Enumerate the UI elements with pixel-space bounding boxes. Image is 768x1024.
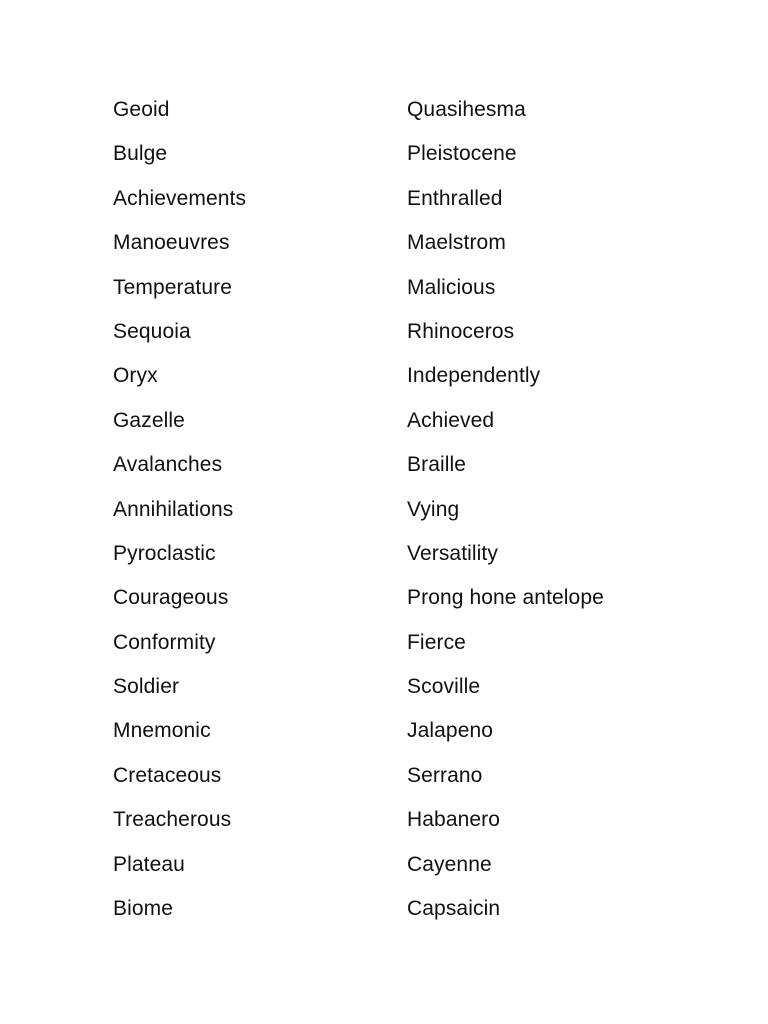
word-item: Temperature (113, 275, 232, 299)
word-item: Achieved (407, 408, 495, 432)
word-item: Rhinoceros (407, 319, 515, 343)
word-item: Treacherous (113, 808, 232, 832)
word-item: Versatility (407, 541, 498, 565)
word-item: Gazelle (113, 408, 185, 432)
word-item: Cretaceous (113, 763, 222, 787)
word-item: Jalapeno (407, 719, 494, 743)
word-item: Prong hone antelope (407, 586, 604, 610)
word-item: Capsaicin (407, 897, 501, 921)
word-item: Cayenne (407, 852, 492, 876)
word-item: Independently (407, 364, 541, 388)
word-column-left (113, 94, 413, 937)
word-item: Pleistocene (407, 142, 517, 166)
word-item: Sequoia (113, 319, 191, 343)
word-column-right (407, 94, 707, 937)
word-item: Plateau (113, 852, 185, 876)
word-item: Courageous (113, 586, 229, 610)
word-item: Enthralled (407, 186, 503, 210)
word-item: Braille (407, 453, 467, 477)
word-item: Mnemonic (113, 719, 211, 743)
word-item: Achievements (113, 186, 247, 210)
word-item: Bulge (113, 142, 168, 166)
word-item: Conformity (113, 630, 216, 654)
word-item: Annihilations (113, 497, 234, 521)
word-item: Biome (113, 897, 174, 921)
word-item: Pyroclastic (113, 541, 216, 565)
word-item: Scoville (407, 675, 481, 699)
word-item: Maelstrom (407, 231, 506, 255)
word-item: Avalanches (113, 453, 223, 477)
word-item: Fierce (407, 630, 466, 654)
word-item: Quasihesma (407, 98, 526, 121)
word-item: Soldier (113, 675, 180, 699)
word-item: Habanero (407, 808, 501, 832)
word-item: Serrano (407, 763, 483, 787)
word-item: Vying (407, 497, 460, 521)
word-item: Oryx (113, 364, 158, 388)
word-item: Manoeuvres (113, 231, 230, 255)
word-item: Geoid (113, 98, 170, 121)
word-item: Malicious (407, 275, 496, 299)
